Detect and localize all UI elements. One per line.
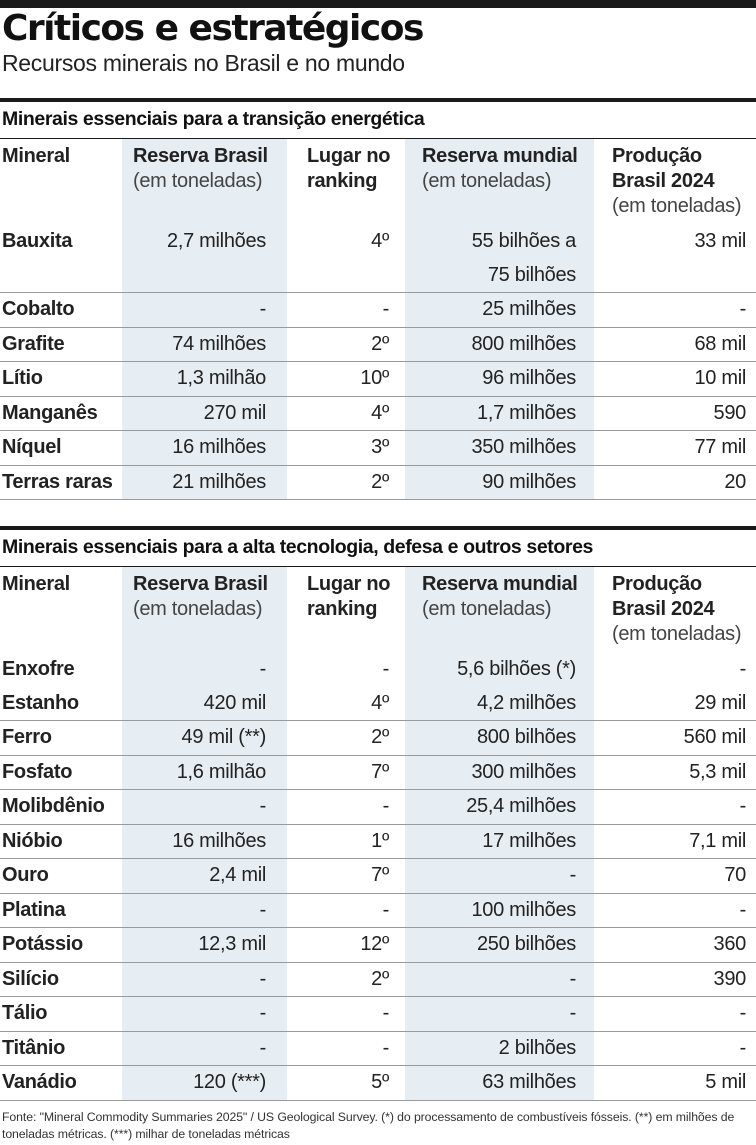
producao-value: -	[594, 997, 756, 1032]
reserva-mundial-value: -	[405, 859, 594, 894]
producao-value: 5 mil	[594, 1066, 756, 1101]
table-row	[0, 431, 756, 466]
reserva-brasil-value: 21 milhões	[122, 465, 287, 500]
header-reserva-brasil: Reserva Brasil (em toneladas)	[122, 139, 287, 225]
producao-value: 360	[594, 928, 756, 963]
reserva-mundial-value: 2 bilhões	[405, 1031, 594, 1066]
reserva-brasil-value: 120 (***)	[122, 1066, 287, 1101]
ranking-value: -	[287, 293, 405, 328]
ranking-value: 4º	[287, 225, 405, 293]
ranking-value: -	[287, 1031, 405, 1066]
table-row	[0, 824, 756, 859]
reserva-mundial-value: 800 bilhões	[405, 721, 594, 756]
mineral-name: Níquel	[0, 431, 122, 466]
reserva-brasil-value: 2,4 mil	[122, 859, 287, 894]
ranking-value: -	[287, 790, 405, 825]
page-subtitle: Recursos minerais no Brasil e no mundo	[2, 50, 405, 76]
reserva-brasil-value: 12,3 mil	[122, 928, 287, 963]
table-row	[0, 1031, 756, 1066]
producao-value: -	[739, 658, 746, 680]
table-row	[0, 997, 756, 1032]
producao-value: 5,3 mil	[594, 755, 756, 790]
ranking-value: 12º	[287, 928, 405, 963]
table-row	[0, 755, 756, 790]
reserva-brasil-value: 1,3 milhão	[122, 362, 287, 397]
mineral-name: Silício	[0, 962, 122, 997]
ranking-value: 4º	[287, 396, 405, 431]
reserva-mundial-value: 55 bilhões a 75 bilhões	[405, 225, 594, 293]
reserva-mundial-value: 250 bilhões	[405, 928, 594, 963]
section-title: Minerais essenciais para a alta tecnologia, defesa e outros setores	[0, 530, 756, 567]
source-footnote: Fonte: "Mineral Commodity Summaries 2025" / US Geological Survey. (*) do processamento de combustíveis fósseis. (**) em milhões de toneladas métricas. (***) milhar de toneladas métricas	[2, 1110, 735, 1141]
mineral-name: Estanho	[0, 687, 122, 721]
reserva-brasil-value: -	[122, 293, 287, 328]
producao-value: 29 mil	[594, 687, 756, 721]
producao-value: 77 mil	[594, 431, 756, 466]
reserva-mundial-value: 350 milhões	[405, 431, 594, 466]
header-mineral: Mineral	[2, 573, 70, 595]
table-row	[0, 225, 756, 293]
mineral-name: Manganês	[0, 396, 122, 431]
mineral-name: Tálio	[0, 997, 122, 1032]
mineral-name: Titânio	[0, 1031, 122, 1066]
mineral-name: Cobalto	[0, 293, 122, 328]
table-row	[0, 687, 756, 721]
header-ranking: Lugar no ranking	[307, 145, 391, 192]
producao-value: 390	[594, 962, 756, 997]
reserva-brasil-value: 270 mil	[122, 396, 287, 431]
table-row	[0, 327, 756, 362]
table-row	[0, 1066, 756, 1101]
reserva-brasil-value: 16 milhões	[122, 431, 287, 466]
reserva-brasil-value: 49 mil (**)	[122, 721, 287, 756]
reserva-mundial-value: 63 milhões	[405, 1066, 594, 1101]
reserva-mundial-value: 4,2 milhões	[405, 687, 594, 721]
table-row	[0, 859, 756, 894]
reserva-mundial-value: -	[405, 962, 594, 997]
reserva-mundial-value: 90 milhões	[405, 465, 594, 500]
mineral-name: Grafite	[0, 327, 122, 362]
ranking-value: 5º	[287, 1066, 405, 1101]
mineral-name: Ferro	[0, 721, 122, 756]
mineral-name: Vanádio	[0, 1066, 122, 1101]
table-row	[0, 362, 756, 397]
header-reserva-mundial: Reserva mundial (em toneladas)	[405, 567, 594, 653]
table-header-row	[0, 567, 756, 653]
producao-value: -	[594, 893, 756, 928]
table-header-row	[0, 139, 756, 225]
producao-value: -	[594, 293, 756, 328]
reserva-mundial-value: 25,4 milhões	[405, 790, 594, 825]
mineral-name: Molibdênio	[0, 790, 122, 825]
top-rule	[0, 0, 756, 8]
mineral-name: Platina	[0, 893, 122, 928]
mineral-name: Terras raras	[0, 465, 122, 500]
section-title: Minerais essenciais para a transição energética	[0, 102, 756, 139]
mineral-name: Fosfato	[0, 755, 122, 790]
reserva-mundial-value: 96 milhões	[405, 362, 594, 397]
table-row	[0, 465, 756, 500]
table-row	[0, 721, 756, 756]
ranking-value: 2º	[287, 327, 405, 362]
reserva-brasil-value: 420 mil	[122, 687, 287, 721]
table-row	[0, 790, 756, 825]
producao-value: 590	[594, 396, 756, 431]
reserva-brasil-value: -	[122, 1031, 287, 1066]
reserva-brasil-value: 2,7 milhões	[122, 225, 287, 293]
producao-value: 20	[594, 465, 756, 500]
mineral-name: Ouro	[0, 859, 122, 894]
header-reserva-mundial: Reserva mundial (em toneladas)	[405, 139, 594, 225]
ranking-value: 2º	[287, 962, 405, 997]
ranking-value: -	[287, 997, 405, 1032]
reserva-mundial-value: 25 milhões	[405, 293, 594, 328]
producao-value: -	[594, 790, 756, 825]
ranking-value: 2º	[287, 721, 405, 756]
table-row	[0, 293, 756, 328]
reserva-brasil-value: -	[122, 962, 287, 997]
producao-value: 33 mil	[594, 225, 756, 293]
producao-value: 7,1 mil	[594, 824, 756, 859]
section-alta-tecnologia	[0, 526, 756, 1101]
minerals-table-transicao	[0, 139, 756, 500]
table-row	[0, 653, 756, 687]
minerals-table-alta-tecnologia	[0, 567, 756, 1101]
ranking-value: 10º	[287, 362, 405, 397]
reserva-mundial-value: 17 milhões	[405, 824, 594, 859]
header-producao: Produção Brasil 2024 (em toneladas)	[612, 145, 742, 217]
producao-value: 68 mil	[594, 327, 756, 362]
ranking-value: 3º	[287, 431, 405, 466]
reserva-brasil-value: 16 milhões	[122, 824, 287, 859]
table-row	[0, 893, 756, 928]
ranking-value: 7º	[287, 755, 405, 790]
table-row	[0, 928, 756, 963]
ranking-value: -	[287, 893, 405, 928]
mineral-name: Potássio	[0, 928, 122, 963]
reserva-mundial-value: 800 milhões	[405, 327, 594, 362]
ranking-value: 4º	[287, 687, 405, 721]
ranking-value: 2º	[287, 465, 405, 500]
table-row	[0, 396, 756, 431]
producao-value: 560 mil	[594, 721, 756, 756]
header-reserva-brasil: Reserva Brasil (em toneladas)	[122, 567, 287, 653]
header-mineral: Mineral	[2, 145, 70, 167]
producao-value: 70	[594, 859, 756, 894]
ranking-value: 7º	[287, 859, 405, 894]
table-row	[0, 962, 756, 997]
reserva-mundial-value: 1,7 milhões	[405, 396, 594, 431]
ranking-value: -	[382, 658, 389, 680]
mineral-name: Nióbio	[0, 824, 122, 859]
reserva-brasil-value: 74 milhões	[122, 327, 287, 362]
reserva-brasil-value: -	[122, 653, 287, 687]
header-producao: Produção Brasil 2024 (em toneladas)	[612, 573, 742, 645]
reserva-brasil-value: 1,6 milhão	[122, 755, 287, 790]
producao-value: 10 mil	[594, 362, 756, 397]
header-ranking: Lugar no ranking	[307, 573, 391, 620]
mineral-name: Bauxita	[0, 225, 122, 293]
reserva-mundial-value: 300 milhões	[405, 755, 594, 790]
reserva-brasil-value: -	[122, 790, 287, 825]
section-transicao-energetica	[0, 98, 756, 500]
reserva-mundial-value: 100 milhões	[405, 893, 594, 928]
reserva-mundial-value: 5,6 bilhões (*)	[405, 653, 594, 687]
reserva-brasil-value: -	[122, 997, 287, 1032]
producao-value: -	[594, 1031, 756, 1066]
reserva-brasil-value: -	[122, 893, 287, 928]
mineral-name: Enxofre	[2, 658, 75, 680]
mineral-name: Lítio	[0, 362, 122, 397]
ranking-value: 1º	[287, 824, 405, 859]
reserva-mundial-value: -	[405, 997, 594, 1032]
page-title: Críticos e estratégicos	[2, 8, 423, 49]
